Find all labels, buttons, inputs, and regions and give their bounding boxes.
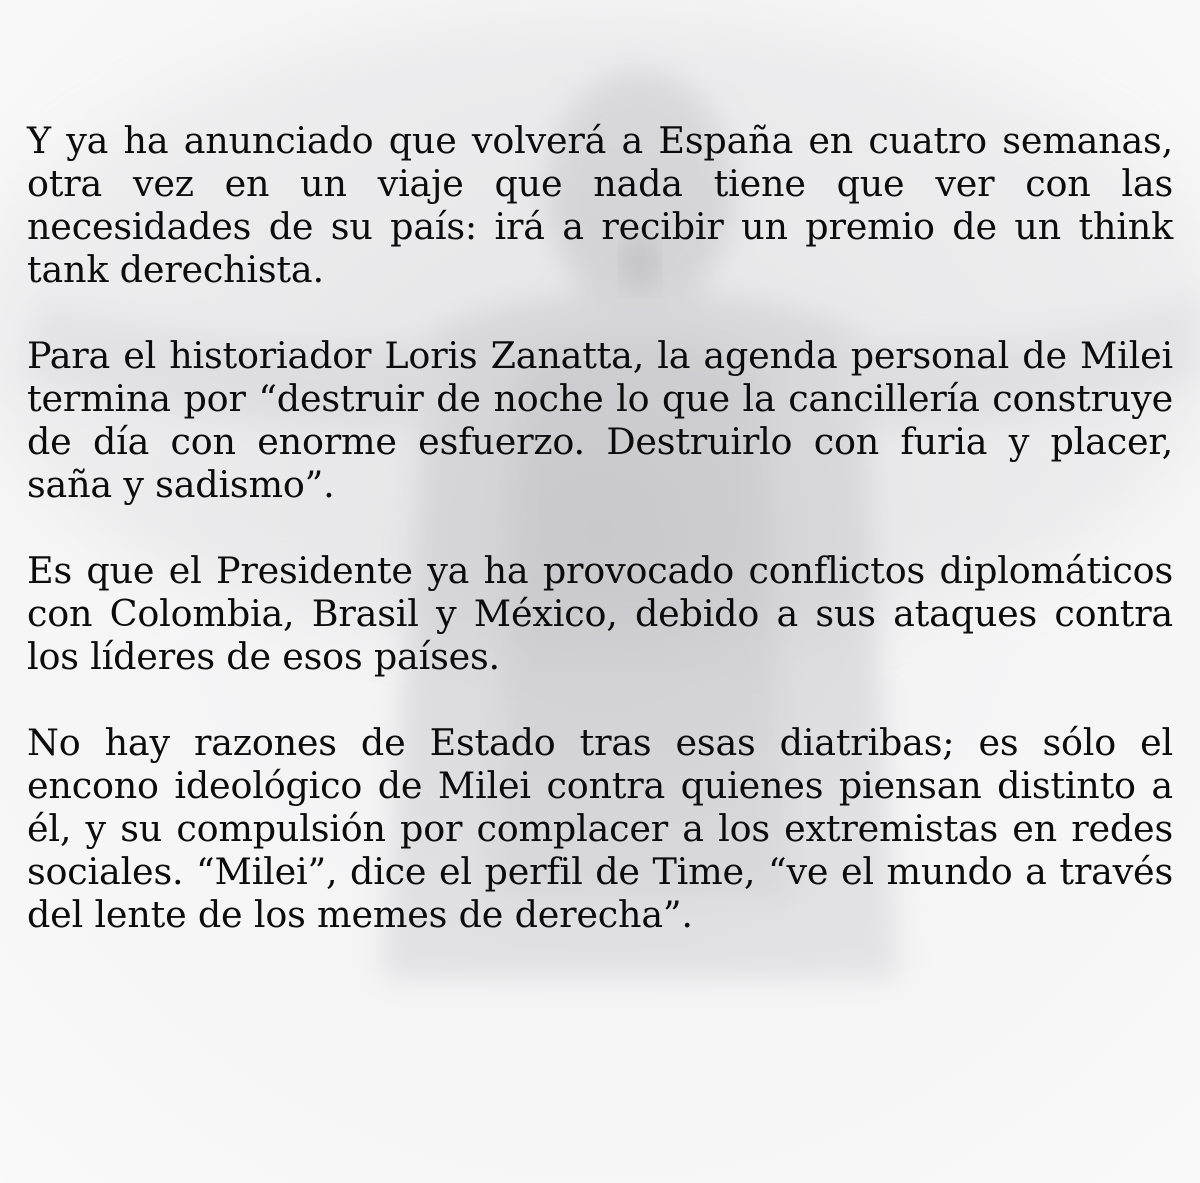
paragraph-4: No hay razones de Estado tras esas diatribas; es sólo el encono ideológico de Milei contra quienes piensan distinto a él, y su compulsión por complacer a los extremistas en redes sociales. “Milei”, dice el perfil de Time, “ve el mundo a través del lente de los memes de derecha”. — [27, 721, 1173, 936]
paragraph-3: Es que el Presidente ya ha provocado conflictos diplomáticos con Colombia, Brasil y México, debido a sus ataques contra los líderes de esos países. — [27, 549, 1173, 678]
paragraph-2: Para el historiador Loris Zanatta, la agenda personal de Milei termina por “destruir de noche lo que la cancillería construye de día con enorme esfuerzo. Destruirlo con furia y placer, saña y sadismo”. — [27, 334, 1173, 506]
article-text-block — [27, 119, 1173, 936]
paragraph-1: Y ya ha anunciado que volverá a España en cuatro semanas, otra vez en un viaje que nada tiene que ver con las necesidades de su país: irá a recibir un premio de un think tank derechista. — [27, 119, 1173, 291]
